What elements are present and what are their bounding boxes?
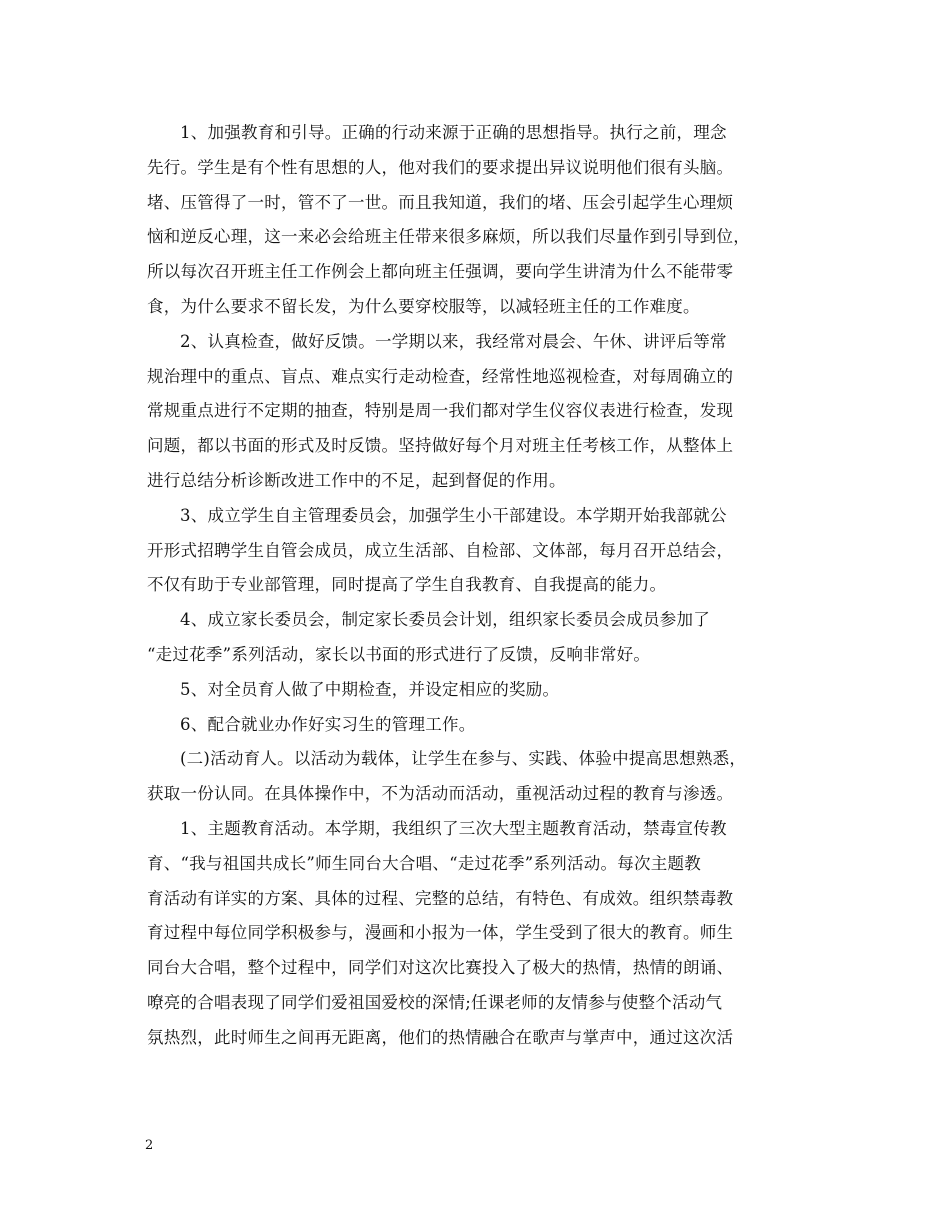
text-line: 育过程中每位同学积极参与，漫画和小报为一体，学生受到了很大的教育。师生: [147, 923, 734, 943]
text-line: 先行。学生是有个性有思想的人，他对我们的要求提出异议说明他们很有头脑。: [147, 157, 734, 177]
text-line: 6、配合就业办作好实习生的管理工作。: [180, 714, 476, 734]
text-line: 问题，都以书面的形式及时反馈。坚持做好每个月对班主任考核工作，从整体上: [147, 436, 734, 456]
text-line: 5、对全员育人做了中期检查，并设定相应的奖励。: [180, 679, 560, 699]
text-line: 育、“我与祖国共成长”师生同台大合唱、“走过花季”系列活动。每次主题教: [147, 853, 701, 873]
text-line: 常规重点进行不定期的抽查，特别是周一我们都对学生仪容仪表进行检查，发现: [147, 401, 734, 421]
text-line: 堵、压管得了一时，管不了一世。而且我知道，我们的堵、压会引起学生心理烦: [147, 192, 734, 212]
text-line: 氛热烈，此时师生之间再无距离，他们的热情融合在歌声与掌声中，通过这次活: [147, 1027, 734, 1047]
page-number: 2: [145, 1138, 154, 1153]
text-line: 1、主题教育活动。本学期，我组织了三次大型主题教育活动，禁毒宣传教: [180, 818, 727, 838]
text-line: 规治理中的重点、盲点、难点实行走动检查，经常性地巡视检查，对每周确立的: [147, 366, 734, 386]
text-line: “走过花季”系列活动，家长以书面的形式进行了反馈，反响非常好。: [147, 644, 651, 664]
text-line: 恼和逆反心理，这一来必会给班主任带来很多麻烦，所以我们尽量作到引导到位，: [147, 227, 750, 247]
text-line: (二)活动育人。以活动为载体，让学生在参与、实践、体验中提高思想熟悉，: [180, 749, 747, 769]
document-body: [147, 116, 807, 1056]
text-line: 获取一份认同。在具体操作中，不为活动而活动，重视活动过程的教育与渗透。: [147, 784, 734, 804]
text-line: 嘹亮的合唱表现了同学们爱祖国爱校的深情;任课老师的友情参与使整个活动气: [147, 992, 723, 1012]
text-line: 食，为什么要求不留长发，为什么要穿校服等，以减轻班主任的工作难度。: [147, 296, 700, 316]
text-line: 育活动有详实的方案、具体的过程、完整的总结，有特色、有成效。组织禁毒教: [147, 888, 734, 908]
text-line: 2、认真检查，做好反馈。一学期以来，我经常对晨会、午休、讲评后等常: [180, 331, 727, 351]
text-line: 同台大合唱，整个过程中，同学们对这次比赛投入了极大的热情，热情的朗诵、: [147, 958, 734, 978]
text-line: 1、加强教育和引导。正确的行动来源于正确的思想指导。执行之前，理念: [180, 123, 727, 142]
text-line: 所以每次召开班主任工作例会上都向班主任强调，要向学生讲清为什么不能带零: [147, 262, 734, 282]
text-line: 开形式招聘学生自管会成员，成立生活部、自检部、文体部，每月召开总结会，: [147, 540, 734, 560]
text-line: 3、成立学生自主管理委员会，加强学生小干部建设。本学期开始我部就公: [180, 505, 727, 525]
text-line: 4、成立家长委员会，制定家长委员会计划，组织家长委员会成员参加了: [180, 610, 710, 630]
text-line: 进行总结分析诊断改进工作中的不足，起到督促的作用。: [147, 470, 566, 490]
text-line: 不仅有助于专业部管理，同时提高了学生自我教育、自我提高的能力。: [147, 575, 667, 595]
